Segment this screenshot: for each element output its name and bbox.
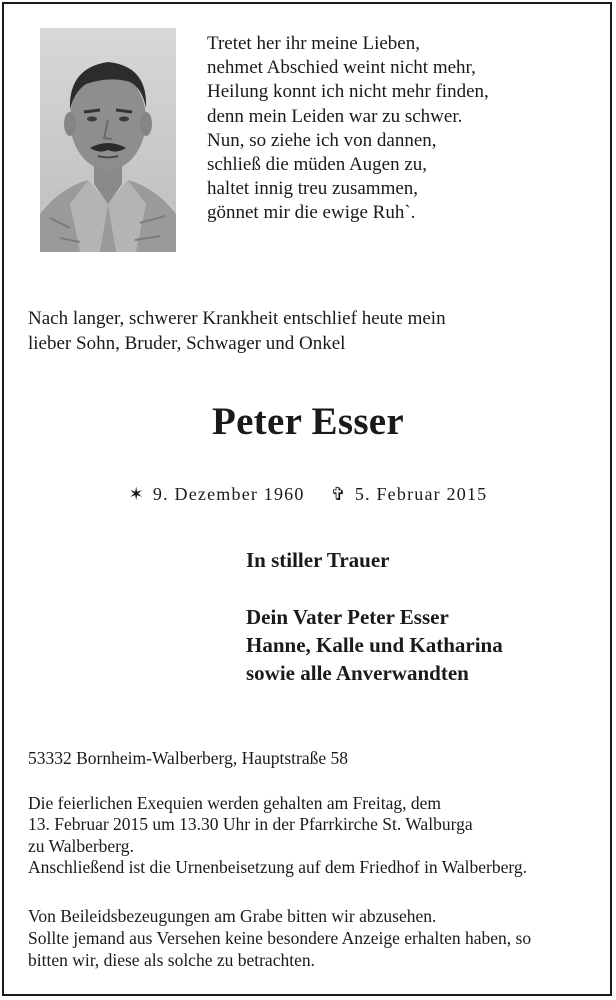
announcement-line: Nach langer, schwerer Krankheit entschlief heute mein	[28, 308, 446, 329]
closing-note	[28, 905, 598, 971]
service-line: 13. Februar 2015 um 13.30 Uhr in der Pfarrkirche St. Walburga	[28, 814, 473, 835]
poem-line: Tretet her ihr meine Lieben,	[207, 33, 420, 54]
poem-line: Nun, so ziehe ich von dannen,	[207, 129, 437, 151]
family-address: 53332 Bornheim-Walberberg, Hauptstraße 58	[28, 748, 348, 768]
closing-line: Sollte jemand aus Versehen keine besondere Anzeige erhalten haben, so	[28, 928, 532, 948]
poem-verse	[207, 32, 597, 226]
mourning-heading: In stiller Trauer	[246, 548, 390, 572]
life-dates	[0, 482, 616, 506]
mourners-block	[246, 546, 606, 687]
poem-line: nehmet Abschied weint nicht mehr,	[207, 57, 476, 79]
service-line: zu Walberberg.	[28, 835, 134, 856]
service-line: Anschließend ist die Urnenbeisetzung auf dem Friedhof in Walberberg.	[28, 856, 527, 877]
service-details	[28, 793, 598, 878]
announcement-line: lieber Sohn, Bruder, Schwager und Onkel	[28, 333, 346, 354]
death-date: 5. Februar 2015	[354, 484, 488, 504]
portrait-image	[40, 28, 176, 252]
closing-line: Von Beileidsbezeugungen am Grabe bitten wir abzusehen.	[28, 906, 437, 926]
poem-line: haltet innig treu zusammen,	[207, 178, 419, 200]
birth-date: 9. Dezember 1960	[152, 484, 305, 504]
poem-line: gönnet mir die ewige Ruh`.	[207, 202, 416, 224]
poem-line: denn mein Leiden war zu schwer.	[207, 105, 463, 127]
birth-star-icon: ✶	[128, 484, 145, 504]
mourner-line: Hanne, Kalle und Katharina	[246, 633, 503, 657]
service-line: Die feierlichen Exequien werden gehalten am Freitag, dem	[28, 793, 442, 813]
death-cross-icon: ✞	[330, 484, 347, 504]
mourner-line: sowie alle Anverwandten	[246, 661, 469, 685]
closing-line: bitten wir, diese als solche zu betrachten.	[28, 950, 315, 970]
portrait-photo	[40, 28, 176, 252]
poem-line: Heilung konnt ich nicht mehr finden,	[207, 81, 489, 103]
poem-line: schließ die müden Augen zu,	[207, 154, 428, 176]
mourner-line: Dein Vater Peter Esser	[246, 605, 449, 629]
deceased-name: Peter Esser	[211, 400, 405, 443]
announcement-text	[28, 306, 588, 356]
